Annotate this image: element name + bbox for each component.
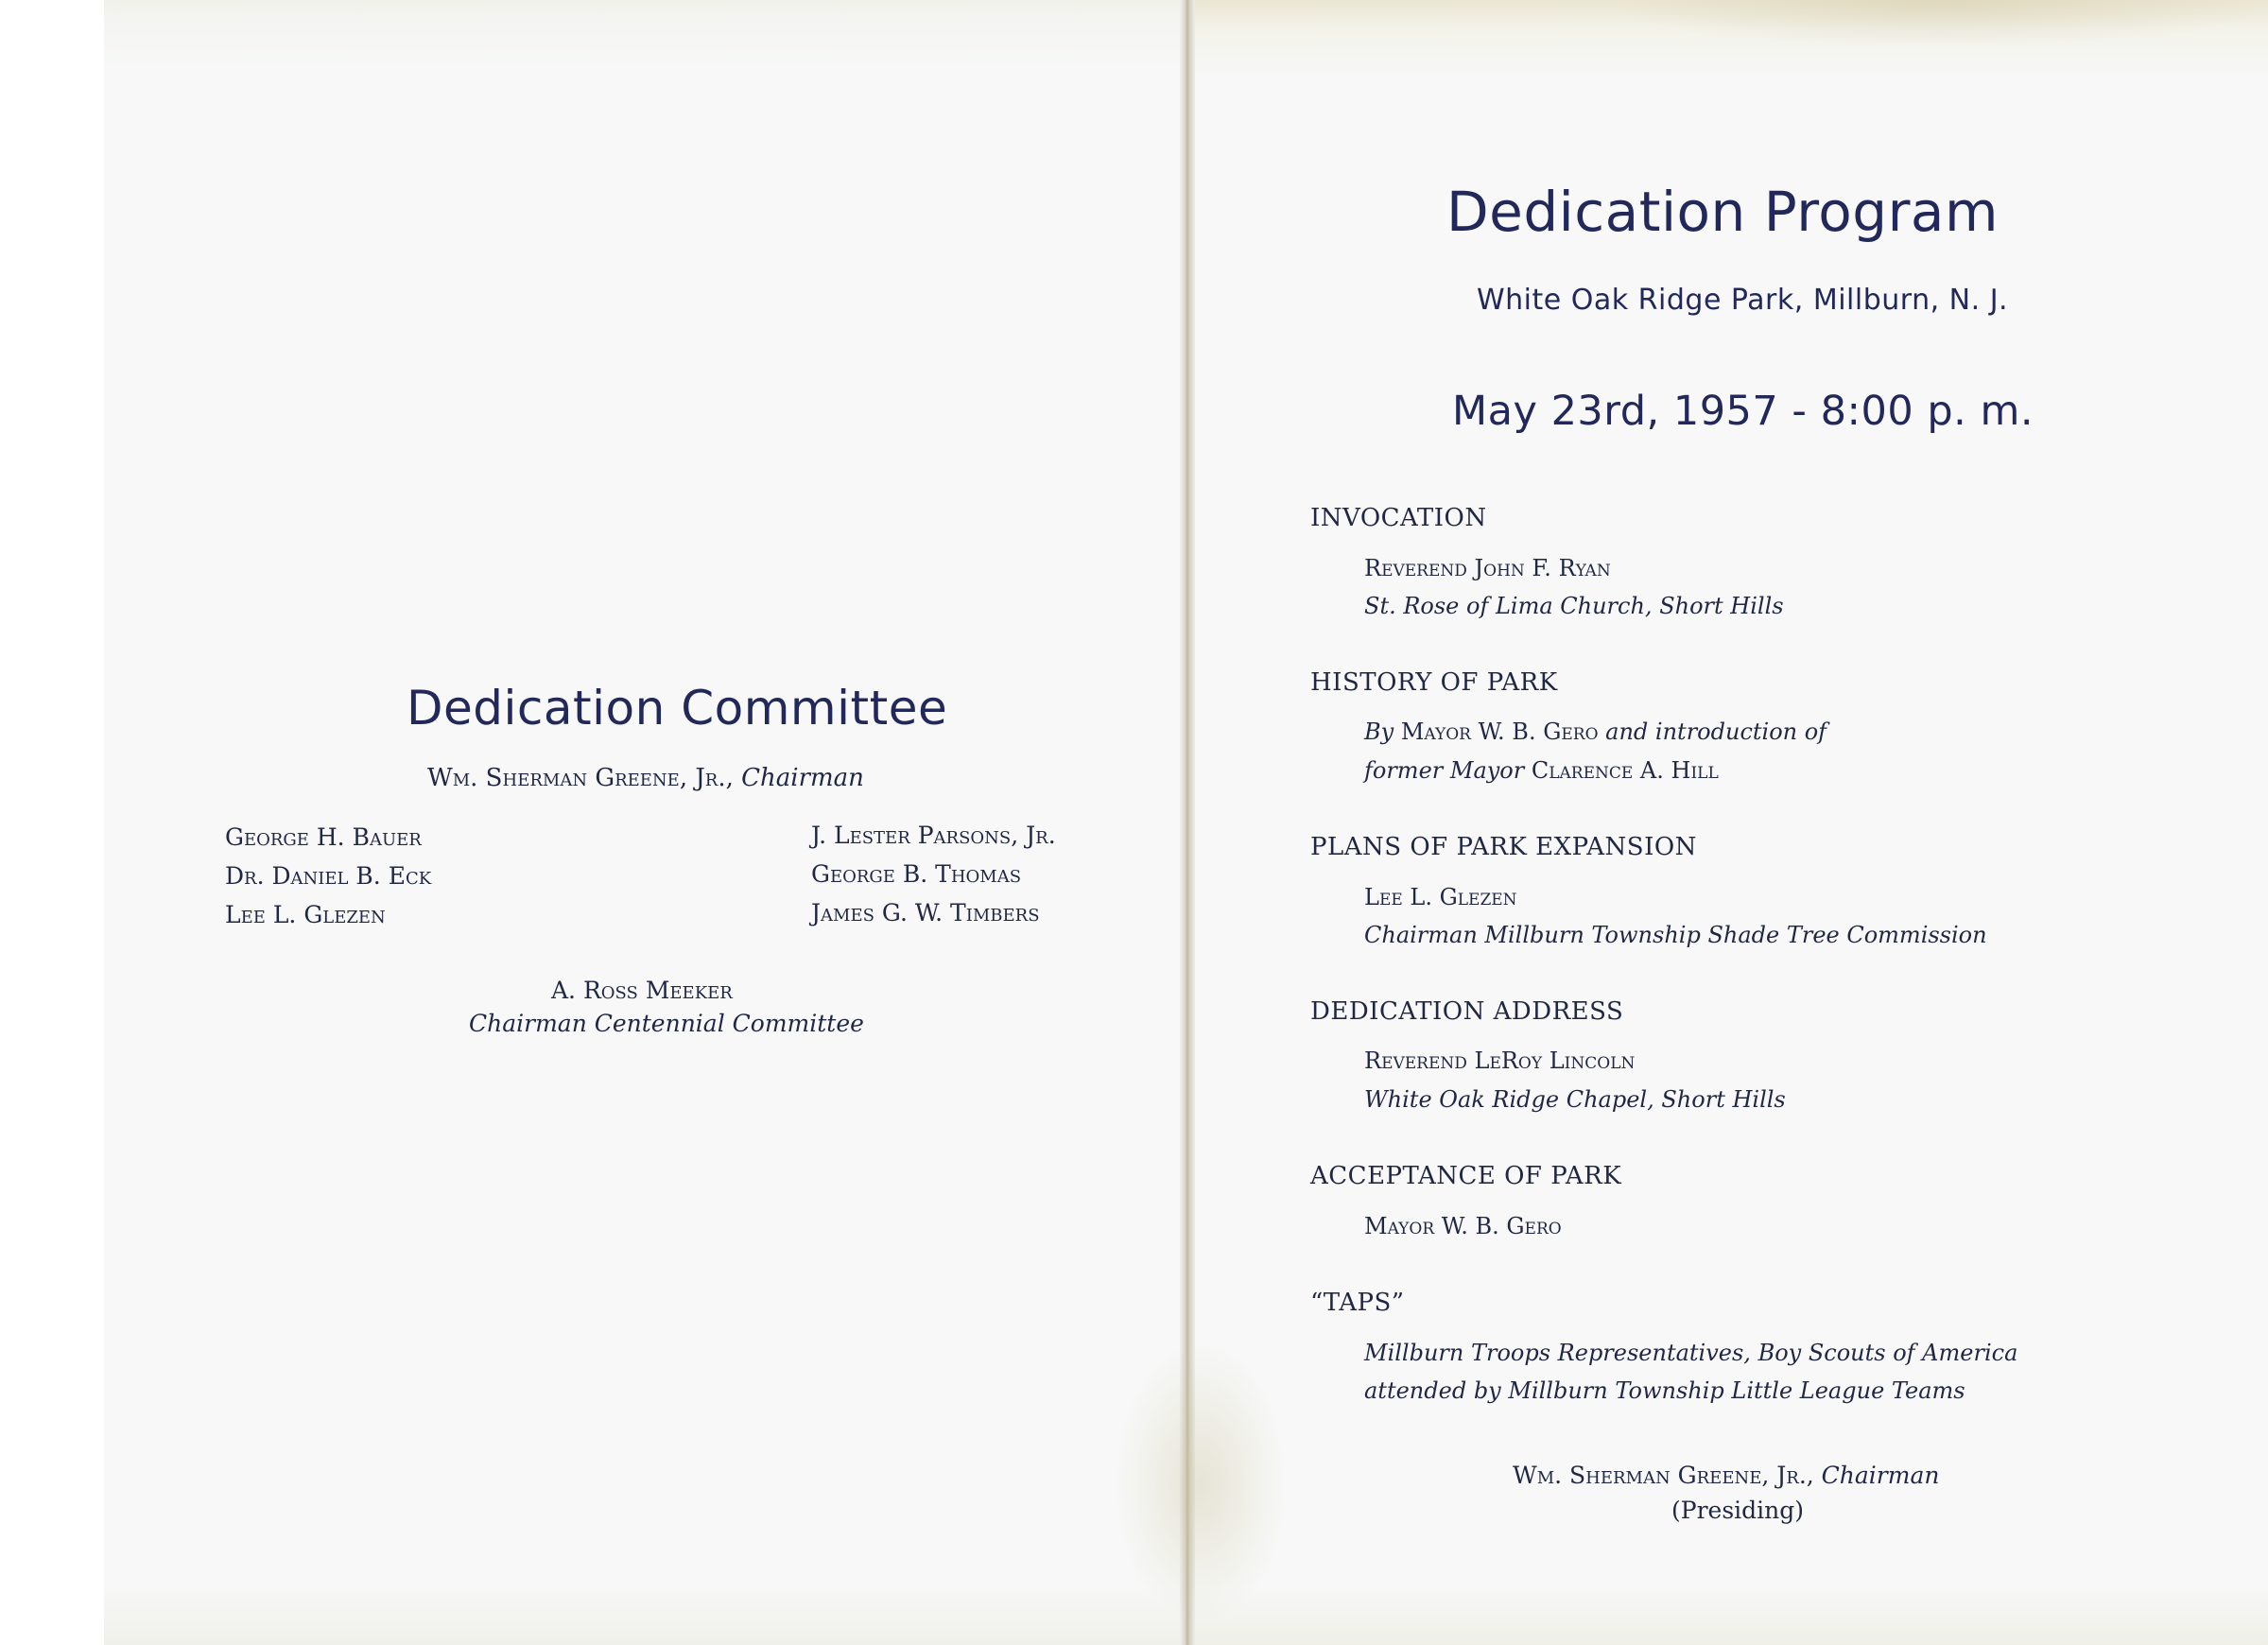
history-speaker: Mayor W. B. Gero: [1400, 719, 1599, 745]
history-line-text: By: [1364, 719, 1401, 745]
program-title: Dedication Program: [1446, 180, 1999, 244]
committee-member: George H. Bauer: [225, 823, 422, 851]
committee-member: George B. Thomas: [811, 860, 1022, 888]
committee-member: Lee L. Glezen: [225, 901, 386, 928]
committee-member: James G. W. Timbers: [811, 899, 1040, 926]
section-heading-history: HISTORY OF PARK: [1310, 668, 1558, 697]
taps-line: Millburn Troops Representatives, Boy Scouts of America: [1364, 1340, 2018, 1366]
history-line-text: and introduction of: [1598, 719, 1827, 745]
address-speaker: Reverend LeRoy Lincoln: [1364, 1048, 1636, 1074]
plans-affiliation: Chairman Millburn Township Shade Tree Commission: [1364, 922, 1987, 948]
invocation-affiliation: St. Rose of Lima Church, Short Hills: [1364, 593, 1784, 619]
program-date: May 23rd, 1957 - 8:00 p. m.: [1452, 388, 2034, 435]
history-line-text: former Mayor: [1364, 757, 1532, 784]
committee-title: Dedication Committee: [407, 681, 948, 736]
committee-chairman-role: Chairman: [741, 764, 864, 792]
committee-member: Dr. Daniel B. Eck: [225, 862, 432, 890]
section-heading-plans: PLANS OF PARK EXPANSION: [1310, 833, 1697, 861]
history-line: [1364, 757, 1719, 784]
taps-line: attended by Millburn Township Little League Teams: [1364, 1377, 1965, 1404]
presiding-chairman-name: Wm. Sherman Greene, Jr.,: [1513, 1462, 1814, 1489]
acceptance-speaker: Mayor W. B. Gero: [1364, 1213, 1562, 1239]
plans-speaker: Lee L. Glezen: [1364, 884, 1517, 910]
program-location: White Oak Ridge Park, Millburn, N. J.: [1477, 284, 2009, 317]
committee-chairman: [427, 764, 864, 792]
presiding-chairman: [1513, 1462, 1939, 1489]
centennial-chairman-title: Chairman Centennial Committee: [469, 1010, 864, 1037]
age-stain: [1116, 1342, 1286, 1626]
history-line: [1364, 719, 1827, 745]
section-heading-address: DEDICATION ADDRESS: [1310, 997, 1624, 1026]
address-affiliation: White Oak Ridge Chapel, Short Hills: [1364, 1086, 1786, 1113]
presiding-note: (Presiding): [1671, 1497, 1805, 1524]
committee-member: J. Lester Parsons, Jr.: [811, 822, 1056, 849]
invocation-speaker: Reverend John F. Ryan: [1364, 555, 1611, 581]
committee-chairman-name: Wm. Sherman Greene, Jr.,: [427, 764, 734, 792]
section-heading-acceptance: ACCEPTANCE OF PARK: [1310, 1162, 1622, 1190]
section-heading-taps: “TAPS”: [1310, 1289, 1405, 1317]
section-heading-invocation: INVOCATION: [1310, 504, 1487, 532]
centennial-chairman-name: A. Ross Meeker: [551, 977, 733, 1004]
history-guest: Clarence A. Hill: [1531, 757, 1719, 784]
presiding-chairman-role: Chairman: [1821, 1462, 1940, 1489]
